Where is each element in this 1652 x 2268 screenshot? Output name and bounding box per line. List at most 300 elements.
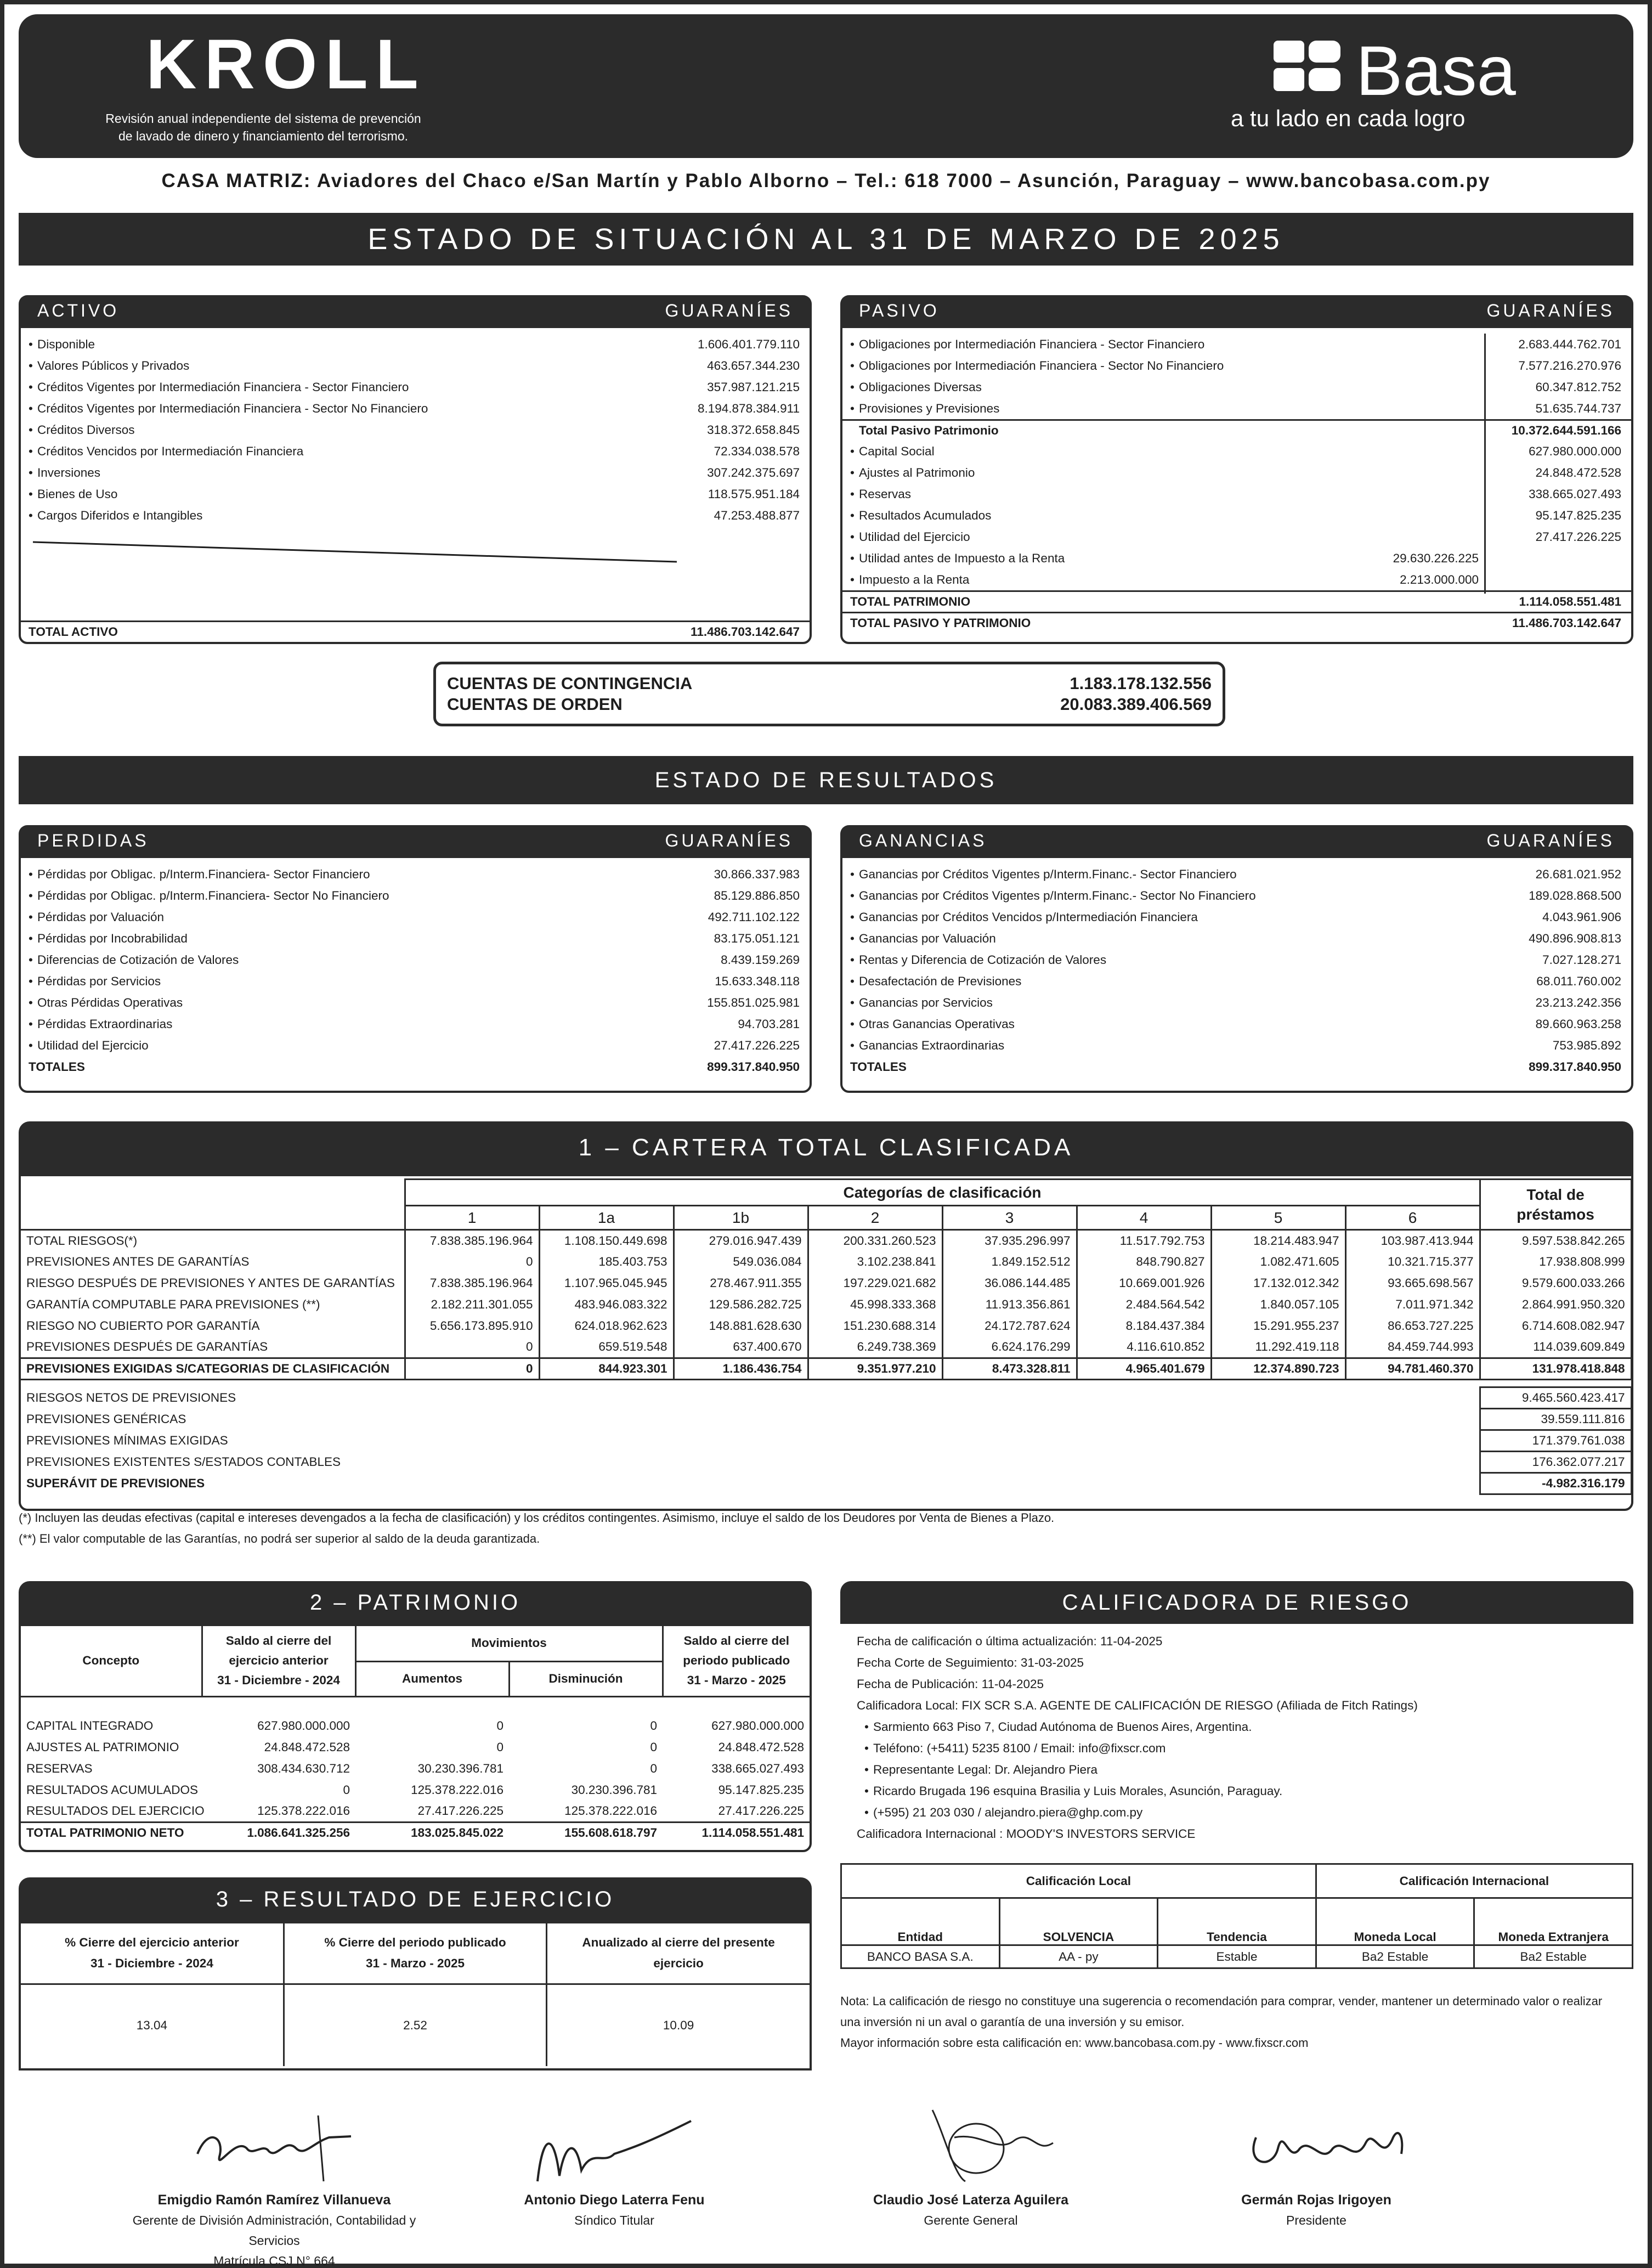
- activo-item-value: 307.242.375.697: [707, 465, 800, 479]
- cartera-cell: 4.965.401.679: [1077, 1358, 1211, 1380]
- calificadora-line-text: Fecha de calificación o última actualización: 11-04-2025: [857, 1634, 1163, 1648]
- patrimonio-spacer: [21, 1696, 810, 1715]
- cartera-extra-spacer-cell: [21, 1380, 1631, 1387]
- calificacion-nota-2: una inversión ni un aval o garantía de una inversión y su emisor.: [840, 2015, 1185, 2029]
- calificacion-nota: [840, 1991, 1633, 2053]
- cartera-extra-spacer: [21, 1380, 1631, 1387]
- basa-mark-icon: [1274, 41, 1340, 91]
- perdidas-item-row: [21, 906, 810, 928]
- bullet-icon: •: [850, 529, 855, 544]
- cartera-extra-value: 176.362.077.217: [1480, 1452, 1631, 1473]
- cartera-cell: 6.624.176.299: [942, 1337, 1077, 1358]
- activo-item-row: [21, 419, 810, 441]
- bullet-icon: •: [850, 995, 855, 1009]
- cartera-cell: 18.214.483.947: [1211, 1230, 1345, 1251]
- signature-1-icon: [186, 2105, 362, 2187]
- patrimonio-total-label: TOTAL PATRIMONIO NETO: [26, 1826, 184, 1840]
- pasivo-item-label: Total Pasivo Patrimonio: [859, 424, 999, 437]
- cartera-cell: 4.116.610.852: [1077, 1337, 1211, 1358]
- resultado-value-3: 10.09: [663, 2018, 694, 2032]
- cartera-cell: 151.230.688.314: [808, 1316, 942, 1337]
- signature-block: [450, 2190, 779, 2231]
- disminucion-header: Disminución: [509, 1661, 663, 1696]
- patrimonio-disminucion: 0: [650, 1740, 657, 1754]
- signature-2-icon: [527, 2110, 702, 2192]
- activo-item-value: 463.657.344.230: [707, 358, 800, 373]
- total-patrimonio-row: [842, 590, 1631, 612]
- signature-block: [1152, 2190, 1481, 2231]
- perdidas-item-value: 492.711.102.122: [708, 910, 800, 924]
- cartera-cell: 12.374.890.723: [1211, 1358, 1345, 1380]
- pasivo-item-row: [842, 376, 1631, 398]
- perdidas-item-label: Diferencias de Cotización de Valores: [37, 952, 239, 967]
- patrimonio-total-aumentos: 183.025.845.022: [411, 1826, 503, 1840]
- bullet-icon: •: [29, 974, 33, 988]
- cartera-cell: 84.459.744.993: [1345, 1337, 1480, 1358]
- saldo-cierre-header-3: 31 - Marzo - 2025: [687, 1673, 786, 1688]
- activo-item-row: [21, 376, 810, 398]
- cartera-header-row-2: [21, 1206, 1631, 1230]
- cartera-total-cell: 9.579.600.033.266: [1480, 1273, 1631, 1294]
- bullet-icon: •: [864, 1762, 869, 1776]
- pasivo-item-row: [842, 398, 1631, 419]
- calificadora-line-text: Teléfono: (+5411) 5235 8100 / Email: info@fixscr.com: [873, 1741, 1166, 1755]
- cartera-cell: 103.987.413.944: [1345, 1230, 1480, 1251]
- cartera-cell: 637.400.670: [674, 1337, 808, 1358]
- cartera-cell: 1.107.965.045.945: [539, 1273, 674, 1294]
- concepto-header: Concepto: [21, 1626, 202, 1696]
- cartera-extra-row: [21, 1473, 1631, 1494]
- signature-3-icon: [899, 2099, 1064, 2192]
- activo-header: [19, 295, 812, 326]
- bullet-icon: •: [29, 444, 33, 458]
- cartera-note-2: (**) El valor computable de las Garantías, no podrá ser superior al saldo de la deuda garantizada.: [19, 1532, 540, 1545]
- resultado-col3-header-2: ejercicio: [653, 1956, 704, 1971]
- perdidas-panel: [19, 825, 812, 1093]
- cartera-row: [21, 1273, 1631, 1294]
- calificadora-line: [857, 1673, 1617, 1695]
- activo-item-value: 47.253.488.877: [714, 508, 800, 522]
- pasivo-item-row: [842, 462, 1631, 483]
- calificadora-line-text: Fecha Corte de Seguimiento: 31-03-2025: [857, 1655, 1084, 1669]
- pasivo-item-subvalue: 29.630.226.225: [1393, 551, 1479, 565]
- activo-list: [21, 334, 810, 526]
- bullet-icon: •: [850, 931, 855, 945]
- patrimonio-aumentos: 0: [496, 1718, 503, 1733]
- ganancias-item-label: Ganancias por Valuación: [859, 931, 996, 945]
- pasivo-item-row: [842, 419, 1631, 441]
- basa-slogan: a tu lado en cada logro: [1231, 105, 1466, 131]
- activo-item-value: 8.194.878.384.911: [697, 401, 800, 415]
- pasivo-item-label: Obligaciones por Intermediación Financiera - Sector No Financiero: [859, 358, 1224, 373]
- resultado-col2-header: [284, 1923, 546, 1984]
- activo-item-row: [21, 483, 810, 505]
- ganancias-item-value: 753.985.892: [1552, 1038, 1621, 1052]
- patrimonio-anterior: 24.848.472.528: [264, 1740, 350, 1754]
- signatory-role-2: Matrícula CSJ N° 664: [213, 2254, 335, 2268]
- cartera-cell: 279.016.947.439: [674, 1230, 808, 1251]
- activo-total-label: TOTAL ACTIVO: [29, 625, 118, 639]
- kroll-logo: KROLL: [146, 25, 426, 104]
- ganancias-panel: [840, 825, 1633, 1093]
- perdidas-item-label: Otras Pérdidas Operativas: [37, 995, 183, 1009]
- calificadora-line: [857, 1780, 1617, 1802]
- bullet-icon: •: [864, 1741, 869, 1755]
- resultado-col1-header-1: % Cierre del ejercicio anterior: [65, 1936, 239, 1950]
- bullet-icon: •: [29, 931, 33, 945]
- cartera-row-label: PREVISIONES EXIGIDAS S/CATEGORIAS DE CLASIFICACIÓN: [26, 1362, 390, 1375]
- bullet-icon: •: [29, 401, 33, 415]
- pasivo-item-value: 7.577.216.270.976: [1518, 358, 1621, 373]
- activo-item-label: Valores Públicos y Privados: [37, 358, 190, 373]
- perdidas-item-row: [21, 1013, 810, 1035]
- cartera-cell: 15.291.955.237: [1211, 1316, 1345, 1337]
- page-title: ESTADO DE SITUACIÓN AL 31 DE MARZO DE 2025: [19, 213, 1633, 266]
- category-column-header: 4: [1077, 1206, 1211, 1230]
- pasivo-item-value: 24.848.472.528: [1535, 465, 1621, 479]
- pasivo-item-label: Provisiones y Previsiones: [859, 401, 1000, 415]
- cartera-row: [21, 1251, 1631, 1273]
- patrimonio-row: [21, 1779, 810, 1801]
- patrimonio-aumentos: 27.417.226.225: [417, 1803, 503, 1818]
- ganancias-item-row: [842, 949, 1631, 971]
- patrimonio-table: [21, 1626, 810, 1843]
- calificadora-line: [857, 1631, 1617, 1652]
- cartera-cell: 844.923.301: [539, 1358, 674, 1380]
- perdidas-item-row: [21, 928, 810, 949]
- patrimonio-section: [19, 1581, 812, 1852]
- ganancias-currency: GUARANÍES: [1486, 831, 1615, 850]
- bullet-icon: •: [850, 1017, 855, 1031]
- saldo-anterior-header-1: Saldo al cierre del: [225, 1634, 332, 1648]
- signatory-name: Emigdio Ramón Ramírez Villanueva: [157, 2192, 391, 2208]
- pasivo-header: [840, 295, 1633, 326]
- perdidas-header: [19, 825, 812, 856]
- signatory-name: Claudio José Laterza Aguilera: [873, 2192, 1069, 2208]
- pasivo-item-row: [842, 505, 1631, 526]
- patrimonio-row: [21, 1801, 810, 1822]
- patrimonio-disminucion: 30.230.396.781: [571, 1782, 657, 1797]
- calificadora-title: CALIFICADORA DE RIESGO: [840, 1581, 1633, 1624]
- cartera-cell: 8.184.437.384: [1077, 1316, 1211, 1337]
- bullet-icon: •: [29, 422, 33, 437]
- pasivo-total-row: [842, 612, 1631, 633]
- bullet-icon: •: [29, 995, 33, 1009]
- cartera-extra-label: PREVISIONES GENÉRICAS: [26, 1412, 186, 1426]
- pasivo-item-row: [842, 483, 1631, 505]
- patrimonio-header-row-1: [21, 1626, 810, 1661]
- tendencia-value: Estable: [1158, 1945, 1316, 1968]
- bullet-icon: •: [29, 888, 33, 902]
- activo-item-value: 118.575.951.184: [708, 487, 800, 501]
- pasivo-item-value: 338.665.027.493: [1529, 487, 1621, 501]
- cartera-cell: 37.935.296.997: [942, 1230, 1077, 1251]
- pasivo-total-label: TOTAL PASIVO Y PATRIMONIO: [850, 616, 1031, 630]
- perdidas-total-row: [21, 1056, 810, 1077]
- perdidas-item-label: Pérdidas Extraordinarias: [37, 1017, 173, 1031]
- signatory-role: Gerente General: [924, 2213, 1018, 2227]
- activo-item-label: Disponible: [37, 337, 95, 351]
- ganancias-total-label: TOTALES: [850, 1059, 907, 1074]
- cartera-cell: 1.840.057.105: [1211, 1294, 1345, 1316]
- perdidas-item-value: 30.866.337.983: [714, 867, 800, 881]
- cartera-total-cell: 131.978.418.848: [1480, 1358, 1631, 1380]
- pasivo-body: [840, 326, 1633, 644]
- patrimonio-concepto: RESERVAS: [26, 1761, 93, 1775]
- cartera-cell: 7.011.971.342: [1345, 1294, 1480, 1316]
- activo-item-value: 1.606.401.779.110: [697, 337, 800, 351]
- ganancias-item-row: [842, 906, 1631, 928]
- cartera-cell: 86.653.727.225: [1345, 1316, 1480, 1337]
- resultado-col2-header-2: 31 - Marzo - 2025: [365, 1956, 465, 1971]
- patrimonio-spacer-cell: [21, 1696, 810, 1715]
- calificadora-line-text: (+595) 21 203 030 / alejandro.piera@ghp.com.py: [873, 1805, 1143, 1819]
- ganancias-item-value: 23.213.242.356: [1535, 995, 1621, 1009]
- cartera-cell: 94.781.460.370: [1345, 1358, 1480, 1380]
- cartera-total-cell: 114.039.609.849: [1480, 1337, 1631, 1358]
- calificadora-line: [857, 1716, 1617, 1737]
- pasivo-item-value: 51.635.744.737: [1535, 401, 1621, 415]
- perdidas-item-value: 155.851.025.981: [707, 995, 800, 1009]
- cartera-cell: 0: [405, 1358, 539, 1380]
- signatory-name: Antonio Diego Laterra Fenu: [524, 2192, 705, 2208]
- ganancias-item-value: 26.681.021.952: [1535, 867, 1621, 881]
- resultado-col2-header-1: % Cierre del periodo publicado: [324, 1936, 506, 1950]
- calificacion-nota-1: Nota: La calificación de riesgo no constituye una sugerencia o recomendación para comprar, vender, mantener un determinado valor o realizar: [840, 1994, 1603, 2008]
- perdidas-item-label: Pérdidas por Obligac. p/Interm.Financiera- Sector Financiero: [37, 867, 370, 881]
- bullet-icon: •: [850, 465, 855, 479]
- bullet-icon: •: [850, 487, 855, 501]
- pasivo-item-row: [842, 548, 1631, 569]
- cuenta-row: [447, 694, 1212, 715]
- cartera-row: [21, 1316, 1631, 1337]
- cartera-cell: 10.321.715.377: [1345, 1251, 1480, 1273]
- signatory-name: Germán Rojas Irigoyen: [1241, 2192, 1391, 2208]
- cartera-extra-rows: [21, 1380, 1631, 1494]
- bullet-icon: •: [29, 487, 33, 501]
- calificadora-line: [857, 1652, 1617, 1673]
- cartera-cell: 7.838.385.196.964: [405, 1273, 539, 1294]
- cartera-notes: [19, 1508, 1633, 1549]
- cartera-cell: 483.946.083.322: [539, 1294, 674, 1316]
- patrimonio-disminucion: 0: [650, 1761, 657, 1775]
- signature-block: [806, 2190, 1135, 2231]
- bullet-icon: •: [850, 358, 855, 373]
- cartera-cell: 1.186.436.754: [674, 1358, 808, 1380]
- patrimonio-disminucion: 125.378.222.016: [564, 1803, 657, 1818]
- signatory-role: Presidente: [1286, 2213, 1347, 2227]
- patrimonio-total-disminucion: 155.608.618.797: [564, 1826, 657, 1840]
- pasivo-item-label: Impuesto a la Renta: [859, 572, 970, 586]
- cartera-cell: 3.102.238.841: [808, 1251, 942, 1273]
- activo-currency: GUARANÍES: [665, 301, 793, 320]
- cartera-total-cell: 17.938.808.999: [1480, 1251, 1631, 1273]
- basa-logo: Basa: [1356, 32, 1516, 110]
- activo-item-row: [21, 398, 810, 419]
- resultado-value-2: 2.52: [284, 1984, 546, 2066]
- calificadora-line-text: Calificadora Internacional : MOODY'S INVESTORS SERVICE: [857, 1826, 1196, 1841]
- cartera-header-row-1: [21, 1180, 1631, 1206]
- perdidas-item-value: 27.417.226.225: [714, 1038, 800, 1052]
- cartera-cell: 0: [405, 1337, 539, 1358]
- ganancias-list: [842, 864, 1631, 1056]
- cartera-row-label: PREVISIONES DESPUÉS DE GARANTÍAS: [26, 1340, 268, 1354]
- perdidas-item-row: [21, 1035, 810, 1056]
- cartera-cell: 9.351.977.210: [808, 1358, 942, 1380]
- cartera-extra-label: PREVISIONES MÍNIMAS EXIGIDAS: [26, 1434, 228, 1447]
- pasivo-panel: [840, 295, 1633, 644]
- bullet-icon: •: [29, 910, 33, 924]
- signatory-role: Síndico Titular: [574, 2213, 654, 2227]
- patrimonio-disminucion: 0: [650, 1718, 657, 1733]
- ganancias-item-label: Otras Ganancias Operativas: [859, 1017, 1015, 1031]
- movimientos-header: Movimientos: [355, 1626, 663, 1661]
- activo-item-row: [21, 441, 810, 462]
- bullet-icon: •: [850, 444, 855, 458]
- cartera-row: [21, 1358, 1631, 1380]
- activo-item-row: [21, 355, 810, 376]
- activo-item-label: Bienes de Uso: [37, 487, 118, 501]
- cartera-row: [21, 1337, 1631, 1358]
- activo-item-label: Créditos Vigentes por Intermediación Financiera - Sector Financiero: [37, 380, 409, 394]
- perdidas-currency: GUARANÍES: [665, 831, 793, 850]
- cartera-row-label: PREVISIONES ANTES DE GARANTÍAS: [26, 1255, 250, 1268]
- cartera-title: 1 – CARTERA TOTAL CLASIFICADA: [19, 1121, 1633, 1174]
- cartera-row-label: TOTAL RIESGOS(*): [26, 1233, 138, 1248]
- patrimonio-total-anterior: 1.086.641.325.256: [247, 1826, 350, 1840]
- bullet-icon: •: [850, 974, 855, 988]
- activo-item-row: [21, 462, 810, 483]
- ganancias-item-row: [842, 864, 1631, 885]
- solvencia-value: AA - py: [999, 1945, 1158, 1968]
- calificadora-line-text: Representante Legal: Dr. Alejandro Piera: [873, 1762, 1098, 1776]
- categorias-header: Categorías de clasificación: [405, 1180, 1480, 1206]
- activo-item-row: [21, 505, 810, 526]
- ganancias-item-row: [842, 1035, 1631, 1056]
- saldo-cierre-header: [663, 1626, 810, 1696]
- patrimonio-cierre: 627.980.000.000: [711, 1718, 804, 1733]
- patrimonio-aumentos: 0: [496, 1740, 503, 1754]
- calificadora-line: [857, 1823, 1617, 1844]
- pasivo-item-label: Resultados Acumulados: [859, 508, 992, 522]
- bullet-icon: •: [850, 910, 855, 924]
- calificacion-table-wrap: [840, 1863, 1633, 2053]
- cartera-blank-header: [21, 1180, 405, 1206]
- pasivo-item-subvalue: 2.213.000.000: [1400, 572, 1479, 586]
- perdidas-item-label: Pérdidas por Valuación: [37, 910, 164, 924]
- pasivo-item-label: Obligaciones Diversas: [859, 380, 982, 394]
- cartera-section: [19, 1121, 1633, 1511]
- cartera-row: [21, 1230, 1631, 1251]
- cartera-cell: 148.881.628.630: [674, 1316, 808, 1337]
- perdidas-body: [19, 856, 812, 1093]
- pasivo-item-value: 2.683.444.762.701: [1518, 337, 1621, 351]
- cartera-extra-row: [21, 1430, 1631, 1452]
- perdidas-item-value: 15.633.348.118: [715, 974, 800, 988]
- patrimonio-concepto: AJUSTES AL PATRIMONIO: [26, 1740, 179, 1754]
- ganancias-title: GANANCIAS: [859, 831, 987, 850]
- pasivo-total-value: 11.486.703.142.647: [1512, 616, 1621, 630]
- category-column-header: 6: [1345, 1206, 1480, 1230]
- calificacion-header-row-2: [841, 1898, 1633, 1945]
- cartera-total-cell: 9.597.538.842.265: [1480, 1230, 1631, 1251]
- perdidas-title: PERDIDAS: [37, 831, 149, 850]
- ganancias-item-value: 89.660.963.258: [1535, 1017, 1621, 1031]
- cartera-cell: 36.086.144.485: [942, 1273, 1077, 1294]
- pasivo-item-label: Obligaciones por Intermediación Financiera - Sector Financiero: [859, 337, 1205, 351]
- ganancias-item-row: [842, 885, 1631, 906]
- resultado-col3-header-1: Anualizado al cierre del presente: [582, 1936, 775, 1950]
- cartera-cell: 659.519.548: [539, 1337, 674, 1358]
- cartera-cell: 278.467.911.355: [674, 1273, 808, 1294]
- cartera-cell: 1.849.152.512: [942, 1251, 1077, 1273]
- resultado-table: [21, 1923, 810, 2066]
- ganancias-item-value: 7.027.128.271: [1542, 952, 1621, 967]
- pasivo-item-value: 27.417.226.225: [1535, 529, 1621, 544]
- cuenta-label: CUENTAS DE ORDEN: [447, 695, 623, 714]
- activo-body: [19, 326, 812, 644]
- calificacion-table: [840, 1863, 1633, 1969]
- calificadora-line-text: Ricardo Brugada 196 esquina Brasilia y Luis Morales, Asunción, Paraguay.: [873, 1784, 1283, 1798]
- cuenta-row: [447, 673, 1212, 694]
- resultado-body: [19, 1921, 812, 2070]
- calificadora-line: [857, 1695, 1617, 1716]
- bullet-icon: •: [864, 1805, 869, 1819]
- cartera-extra-value: -4.982.316.179: [1480, 1473, 1631, 1494]
- ganancias-item-row: [842, 1013, 1631, 1035]
- activo-item-label: Créditos Vigentes por Intermediación Financiera - Sector No Financiero: [37, 401, 428, 415]
- calificadora-line-text: Calificadora Local: FIX SCR S.A. AGENTE DE CALIFICACIÓN DE RIESGO (Afiliada de Fitch Ratings): [857, 1698, 1418, 1712]
- category-column-header: 2: [808, 1206, 942, 1230]
- cartera-cell: 2.484.564.542: [1077, 1294, 1211, 1316]
- cartera-extra-label: RIESGOS NETOS DE PREVISIONES: [26, 1391, 236, 1404]
- cartera-extra-label: PREVISIONES EXISTENTES S/ESTADOS CONTABLES: [26, 1455, 341, 1469]
- pasivo-item-row: [842, 355, 1631, 376]
- ganancias-item-row: [842, 928, 1631, 949]
- ganancias-item-label: Ganancias por Servicios: [859, 995, 993, 1009]
- entidad-value: BANCO BASA S.A.: [841, 1945, 1000, 1968]
- saldo-cierre-header-2: periodo publicado: [683, 1654, 790, 1668]
- perdidas-item-value: 94.703.281: [738, 1017, 800, 1031]
- bullet-icon: •: [29, 358, 33, 373]
- activo-item-value: 318.372.658.845: [707, 422, 800, 437]
- cartera-cell: 93.665.698.567: [1345, 1273, 1480, 1294]
- ganancias-item-value: 189.028.868.500: [1529, 888, 1621, 902]
- resultado-col1-header-2: 31 - Diciembre - 2024: [90, 1956, 213, 1971]
- calificacion-nota-3: Mayor información sobre esta calificación en: www.bancobasa.com.py - www.fixscr.com: [840, 2036, 1309, 2050]
- activo-total-value: 11.486.703.142.647: [691, 625, 800, 639]
- patrimonio-anterior: 627.980.000.000: [257, 1718, 350, 1733]
- pasivo-item-label: Utilidad del Ejercicio: [859, 529, 970, 544]
- perdidas-item-value: 83.175.051.121: [714, 931, 800, 945]
- resultado-header-row: [21, 1923, 810, 1984]
- patrimonio-rows: [21, 1715, 810, 1822]
- cartera-cell: 11.292.419.118: [1211, 1337, 1345, 1358]
- bullet-icon: •: [850, 888, 855, 902]
- pasivo-item-label: Capital Social: [859, 444, 935, 458]
- pasivo-item-row: [842, 441, 1631, 462]
- bullet-icon: •: [850, 1038, 855, 1052]
- calificacion-row: [841, 1945, 1633, 1968]
- ganancias-item-label: Ganancias por Créditos Vencidos p/Intermediación Financiera: [859, 910, 1198, 924]
- cuentas-list: [447, 673, 1212, 715]
- patrimonio-row: [21, 1758, 810, 1779]
- bullet-icon: •: [29, 337, 33, 351]
- saldo-cierre-header-1: Saldo al cierre del: [683, 1634, 790, 1648]
- category-column-header: 1: [405, 1206, 539, 1230]
- cartera-cell: 11.517.792.753: [1077, 1230, 1211, 1251]
- calificacion-intl-header: Calificación Internacional: [1316, 1864, 1632, 1898]
